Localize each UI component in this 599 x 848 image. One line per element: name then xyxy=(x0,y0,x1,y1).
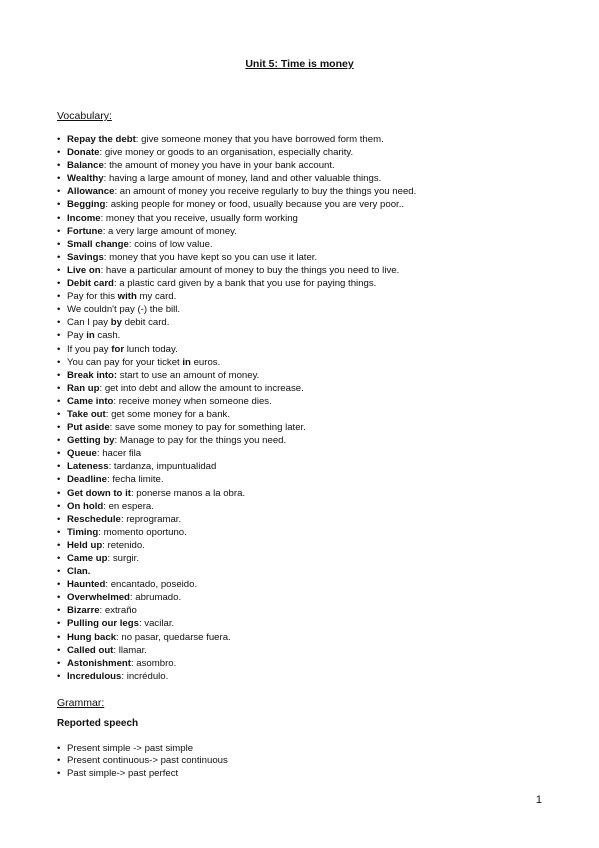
vocabulary-item xyxy=(57,303,557,316)
vocabulary-list xyxy=(57,133,557,683)
item-term: Repay the debt xyxy=(67,134,136,145)
reported-speech-heading: Reported speech xyxy=(57,718,139,729)
item-term: Pulling our legs xyxy=(67,618,139,630)
item-term: Allowance xyxy=(67,186,115,198)
bullet-icon: • xyxy=(57,317,61,329)
bullet-icon: • xyxy=(57,408,61,420)
bullet-icon: • xyxy=(57,553,61,564)
vocabulary-item xyxy=(57,198,557,211)
bullet-icon: • xyxy=(57,670,61,682)
item-definition: : retenido. xyxy=(102,539,145,551)
vocabulary-item xyxy=(57,316,557,329)
vocabulary-item xyxy=(57,657,557,670)
bullet-icon: • xyxy=(57,474,61,486)
bullet-icon: • xyxy=(57,186,61,198)
item-term: Savings xyxy=(67,251,104,263)
vocabulary-item xyxy=(57,500,557,513)
item-definition: : save some money to pay for something later. xyxy=(109,422,306,434)
vocabulary-item xyxy=(57,238,557,251)
vocabulary-item xyxy=(57,539,557,552)
item-term: Deadline xyxy=(67,474,107,486)
vocabulary-item xyxy=(57,460,557,473)
bullet-icon: • xyxy=(57,539,61,551)
item-term: Bizarre xyxy=(67,605,100,617)
item-definition: start to use an amount of money. xyxy=(117,369,260,381)
item-term: Hung back xyxy=(67,631,117,643)
item-definition: : a plastic card given by a bank that you use for paying things. xyxy=(113,278,377,290)
item-definition: : momento oportuno. xyxy=(98,526,187,538)
grammar-item-text: Past simple-> past perfect xyxy=(67,767,179,779)
bullet-icon: • xyxy=(57,173,61,185)
bullet-icon: • xyxy=(57,644,61,656)
bullet-icon: • xyxy=(57,767,61,779)
vocabulary-item xyxy=(57,356,557,369)
item-term: for xyxy=(111,343,125,355)
item-definition: : vacilar. xyxy=(138,618,175,630)
vocabulary-item xyxy=(57,591,557,604)
item-definition: debit card. xyxy=(121,317,170,329)
item-definition: my card. xyxy=(136,291,177,303)
vocabulary-item xyxy=(57,552,557,565)
item-term: Balance xyxy=(67,160,104,172)
vocabulary-item xyxy=(57,513,557,526)
vocabulary-item xyxy=(57,277,557,290)
item-definition: : incrédulo. xyxy=(121,670,169,682)
bullet-icon: • xyxy=(57,631,61,643)
item-definition: : hacer fila xyxy=(96,448,142,460)
item-definition: : give someone money that you have borrowed form them. xyxy=(135,134,384,145)
item-definition: : a very large amount of money. xyxy=(102,225,237,237)
vocabulary-item xyxy=(57,526,557,539)
bullet-icon: • xyxy=(57,304,61,316)
grammar-heading: Grammar: xyxy=(57,697,105,709)
vocabulary-item xyxy=(57,369,557,382)
grammar-item-text: Present simple -> past simple xyxy=(67,743,194,754)
item-definition: : no pasar, quedarse fuera. xyxy=(116,631,231,643)
item-term: Clan. xyxy=(67,566,91,578)
bullet-icon: • xyxy=(57,330,61,342)
vocabulary-item xyxy=(57,395,557,408)
bullet-icon: • xyxy=(57,743,61,754)
bullet-icon: • xyxy=(57,566,61,578)
bullet-icon: • xyxy=(57,382,61,394)
item-term: Came into xyxy=(67,395,114,407)
vocabulary-item xyxy=(57,146,557,159)
page-number: 1 xyxy=(535,794,542,806)
vocabulary-item xyxy=(57,382,557,395)
item-term: Fortune xyxy=(67,225,103,237)
item-term: by xyxy=(110,317,122,329)
item-definition: : reprogramar. xyxy=(120,513,182,525)
item-definition: : surgir. xyxy=(107,553,139,564)
vocabulary-item xyxy=(57,578,557,591)
vocabulary-item xyxy=(57,604,557,617)
item-definition: : an amount of money you receive regularly to buy the things you need. xyxy=(114,186,417,198)
item-term: with xyxy=(117,291,137,303)
vocabulary-item xyxy=(57,408,557,421)
item-prefix: We couldn't pay (-) the bill. xyxy=(67,304,181,316)
item-term: Debit card xyxy=(67,278,114,290)
vocabulary-item xyxy=(57,447,557,460)
item-term: in xyxy=(86,330,95,342)
vocabulary-heading: Vocabulary: xyxy=(57,110,112,122)
vocabulary-item xyxy=(57,225,557,238)
item-definition: : abrumado. xyxy=(129,592,182,604)
bullet-icon: • xyxy=(57,461,61,473)
bullet-icon: • xyxy=(57,212,61,224)
item-definition: : money that you receive, usually form working xyxy=(100,212,298,224)
item-definition: : extraño xyxy=(99,605,137,617)
item-term: Overwhelmed xyxy=(67,592,130,604)
vocabulary-item xyxy=(57,290,557,303)
bullet-icon: • xyxy=(57,592,61,604)
item-definition: : coins of low value. xyxy=(128,238,213,250)
bullet-icon: • xyxy=(57,278,61,290)
item-term: Income xyxy=(67,212,101,224)
item-definition: : the amount of money you have in your bank account. xyxy=(103,160,335,172)
item-definition: : get some money for a bank. xyxy=(105,408,231,420)
item-term: Came up xyxy=(67,553,108,564)
item-definition: : receive money when someone dies. xyxy=(113,395,272,407)
item-prefix: You can pay for your ticket xyxy=(67,356,183,368)
item-prefix: Can I pay xyxy=(67,317,111,329)
item-definition: : encantado, poseido. xyxy=(105,579,198,591)
item-definition: : get into debt and allow the amount to increase. xyxy=(99,382,304,394)
page-title: Unit 5: Time is money xyxy=(245,58,354,70)
grammar-item-text: Present continuous-> past continuous xyxy=(67,755,228,767)
item-term: Getting by xyxy=(67,435,115,447)
grammar-list xyxy=(57,743,557,780)
vocabulary-item xyxy=(57,159,557,172)
vocabulary-item xyxy=(57,487,557,500)
vocabulary-item xyxy=(57,565,557,578)
item-term: Donate xyxy=(67,147,100,159)
bullet-icon: • xyxy=(57,657,61,669)
vocabulary-item xyxy=(57,670,557,683)
item-term: Break into: xyxy=(67,369,118,381)
item-term: On hold xyxy=(67,500,104,512)
item-definition: : money that you have kept so you can use it later. xyxy=(103,251,318,263)
vocabulary-item xyxy=(57,343,557,356)
item-definition: : ponerse manos a la obra. xyxy=(130,487,246,499)
bullet-icon: • xyxy=(57,755,61,767)
item-term: Take out xyxy=(67,408,106,420)
vocabulary-item xyxy=(57,172,557,185)
item-definition: : Manage to pay for the things you need. xyxy=(114,435,287,447)
vocabulary-item xyxy=(57,329,557,342)
item-definition: cash. xyxy=(94,330,121,342)
bullet-icon: • xyxy=(57,251,61,263)
item-definition: : llamar. xyxy=(113,644,147,656)
bullet-icon: • xyxy=(57,513,61,525)
item-definition: : asking people for money or food, usually because you are very poor.. xyxy=(105,199,405,211)
item-term: Haunted xyxy=(67,579,106,591)
grammar-item xyxy=(57,743,557,755)
bullet-icon: • xyxy=(57,579,61,591)
item-term: Get down to it xyxy=(67,487,131,499)
bullet-icon: • xyxy=(57,500,61,512)
item-term: Ran up xyxy=(67,382,100,394)
vocabulary-item xyxy=(57,212,557,225)
bullet-icon: • xyxy=(57,395,61,407)
bullet-icon: • xyxy=(57,160,61,172)
item-term: Held up xyxy=(67,539,103,551)
item-term: Incredulous xyxy=(67,670,122,682)
item-term: Timing xyxy=(67,526,99,538)
item-prefix: Pay xyxy=(67,330,87,342)
item-definition: : give money or goods to an organisation, especially charity. xyxy=(99,147,354,159)
grammar-item xyxy=(57,768,557,780)
vocabulary-item xyxy=(57,133,557,146)
bullet-icon: • xyxy=(57,369,61,381)
vocabulary-item xyxy=(57,473,557,486)
item-term: Queue xyxy=(67,448,97,460)
vocabulary-item xyxy=(57,617,557,630)
bullet-icon: • xyxy=(57,618,61,630)
item-definition: euros. xyxy=(190,356,221,368)
item-definition: : fecha limite. xyxy=(107,474,164,486)
bullet-icon: • xyxy=(57,448,61,460)
bullet-icon: • xyxy=(57,435,61,447)
bullet-icon: • xyxy=(57,238,61,250)
item-term: Reschedule xyxy=(67,513,121,525)
item-definition: : having a large amount of money, land and other valuable things. xyxy=(103,173,382,185)
bullet-icon: • xyxy=(57,199,61,211)
item-definition: lunch today. xyxy=(124,343,178,355)
grammar-item xyxy=(57,755,557,767)
item-definition: : tardanza, impuntualidad xyxy=(108,461,217,473)
item-term: in xyxy=(182,356,191,368)
bullet-icon: • xyxy=(57,356,61,368)
vocabulary-item xyxy=(57,251,557,264)
bullet-icon: • xyxy=(57,225,61,237)
item-definition: : en espera. xyxy=(103,500,154,512)
item-term: Called out xyxy=(67,644,114,656)
bullet-icon: • xyxy=(57,343,61,355)
item-term: Small change xyxy=(67,238,129,250)
bullet-icon: • xyxy=(57,264,61,276)
item-definition: : asombro. xyxy=(130,657,177,669)
bullet-icon: • xyxy=(57,291,61,303)
item-term: Wealthy xyxy=(67,173,104,185)
bullet-icon: • xyxy=(57,422,61,434)
bullet-icon: • xyxy=(57,605,61,617)
item-prefix: Pay for this xyxy=(67,291,118,303)
item-prefix: If you pay xyxy=(67,343,112,355)
bullet-icon: • xyxy=(57,487,61,499)
item-term: Begging xyxy=(67,199,106,211)
vocabulary-item xyxy=(57,421,557,434)
item-definition: : have a particular amount of money to buy the things you need to live. xyxy=(100,264,400,276)
item-term: Put aside xyxy=(67,422,110,434)
vocabulary-item xyxy=(57,631,557,644)
item-term: Astonishment xyxy=(67,657,131,669)
item-term: Live on xyxy=(67,264,101,276)
bullet-icon: • xyxy=(57,134,61,145)
bullet-icon: • xyxy=(57,147,61,159)
item-term: Lateness xyxy=(67,461,109,473)
vocabulary-item xyxy=(57,644,557,657)
vocabulary-item xyxy=(57,434,557,447)
vocabulary-item xyxy=(57,264,557,277)
vocabulary-item xyxy=(57,185,557,198)
bullet-icon: • xyxy=(57,526,61,538)
